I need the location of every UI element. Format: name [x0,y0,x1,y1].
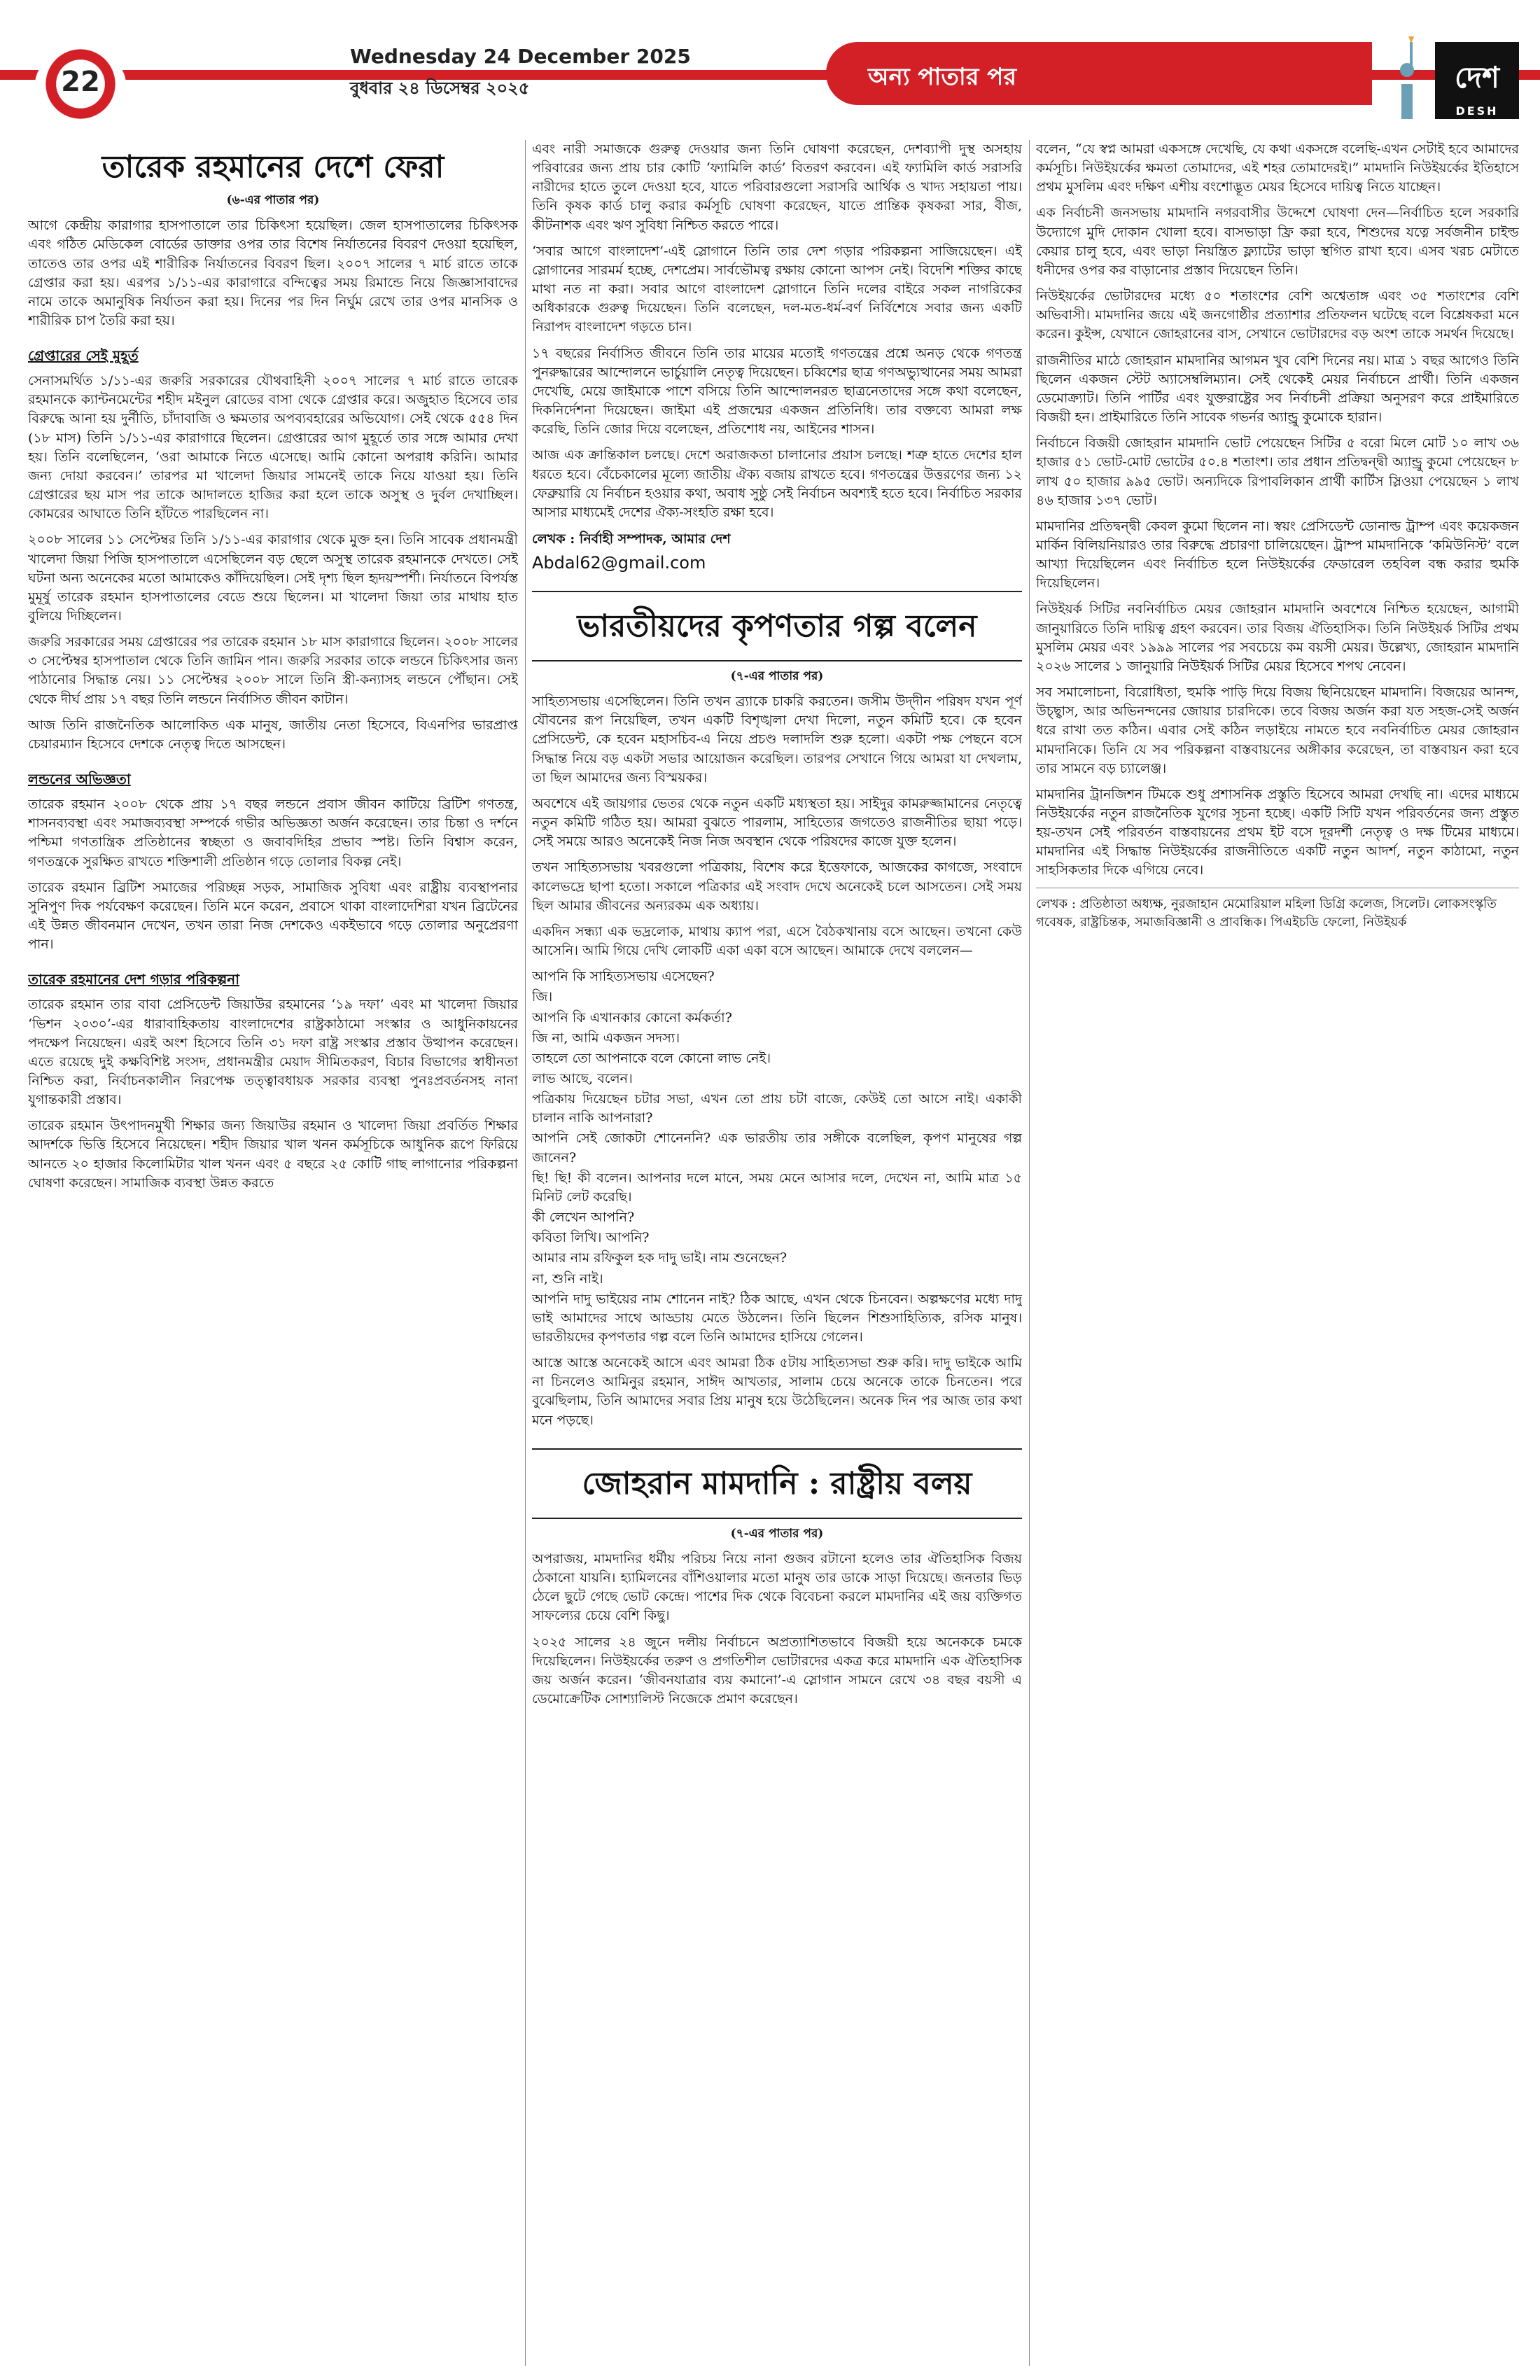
paragraph: এক নির্বাচনী জনসভায় মামদানি নগরবাসীর উদ্দেশে ঘোষণা দেন—নির্বাচিত হলে সরকারি উদ্যোগে মুদি দোকান খোলা হবে। বাসভাড়া ফ্রি করা হবে, শিশুদের যত্নে সর্বজনীন চাইল্ড কেয়ার চালু হবে, এবং ভাড়া নিয়ন্ত্রিত ফ্ল্যাটের ভাড়া স্থগিত রাখা হবে। এসব খরচ মেটাতে ধনীদের ওপর কর বাড়ানোর প্রস্তাব দিয়েছেন তিনি। [1036,205,1519,278]
dialogue-line: পত্রিকায় দিয়েছেন চটার সভা, এখন তো প্রায় চটা বাজে, কেউই তো আসে নাই। একাকী চালান নাকি আপনারা? [532,1091,1022,1126]
newspaper-logo[interactable] [1435,42,1519,119]
column-divider [1029,140,1030,2366]
page-number-badge [35,49,126,119]
paragraph: সাহিত্যসভায় এসেছিলেন। তিনি তখন ব্র্যাকে চাকরি করতেন। জসীম উদ্‌দীন পরিষদ যখন পূর্ণ যৌবনের রূপ নিয়েছিল, তখন একটি বিশৃঙ্খলা দেখা দিলো, নতুন কমিটি হবে। কে হবেন প্রেসিডেন্ট, কে হবেন মহাসচিব-এ নিয়ে প্রচণ্ড দলাদলি শুরু হলো। একটা পক্ষ পেছনে বসে সিদ্ধান্ত নিয়ে বড় একটা সভার আয়োজন করেছিল। তারপর সেখানে গিয়ে আমরা যা দেখলাম, তা ছিল আমাদের জন্য বিস্ময়কর। [532,694,1022,785]
subheading: গ্রেপ্তারের সেই মুহূর্ত [28,347,139,365]
page-header [0,0,1540,133]
paragraph: সব সমালোচনা, বিরোধিতা, হুমকি পাড়ি দিয়ে বিজয় ছিনিয়েছেন মামদানি। বিজয়ের আনন্দ, উচ্ছ্বাস, আর অভিনন্দনের জোয়ার চারদিকে। তবে বিজয় অর্জন করা যত সহজ-সেই অর্জন ধরে রাখা তত কঠিন। এবার সেই কঠিন লড়াইয়ে নামতে হবে নবনির্বাচিত মেয়র জোহরান মামদানিকে। তিনি যে সব পরিকল্পনা বাস্তবায়নের অঙ্গীকার করেছেন, তা বাস্তবায়ন করা হবে তার সামনে বড় চ্যালেঞ্জ। [1036,685,1519,776]
dialogue-line: কী লেখেন আপনি? [532,1210,635,1226]
article-headline[interactable]: ভারতীয়দের কৃপণতার গল্প বলেন [532,591,1022,662]
column-2 [532,140,1022,2366]
logo-sub-text: DESH [1455,104,1499,118]
continued-from: (৬-এর পাতার পর) [226,193,320,208]
dialogue-line: আপনি কি সাহিত্যসভায় এসেছেন? [532,969,715,985]
paragraph: আজ তিনি রাজনৈতিক আলোকিত এক মানুষ, জাতীয় নেতা হিসেবে, বিএনপির ভারপ্রাপ্ত চেয়ারম্যান হিসেবে দেশকে নেতৃত্ব দিতে আসছেন। [28,717,518,752]
dialogue-list [532,967,1022,1289]
date-bangla: বুধবার ২৪ ডিসেম্বর ২০২৫ [350,78,530,98]
paragraph: এবং নারী সমাজকে গুরুত্ব দেওয়ার জন্য তিনি ঘোষণা করেছেন, দেশব্যাপী দুস্থ অসহায় পরিবারের জন্য প্রায় চার কোটি ‘ফ্যামিলি কার্ড’ বিতরণ করবেন। এই ফ্যামিলি কার্ড সরাসরি নারীদের হাতে তুলে দেওয়া হবে, যাতে পরিবারগুলো সরাসরি আর্থিক ও খাদ্য সহায়তা পায়। তিনি কৃষক কার্ড চালু করার কর্মসূচি ঘোষণা করেছেন, যাতে প্রান্তিক কৃষকরা সার, বীজ, কীটনাশক এবং ঋণ সুবিধা নিশ্চিত করতে পারে। [532,141,1022,233]
continued-from: (৭-এর পাতার পর) [730,1526,824,1541]
paragraph: তারেক রহমান তার বাবা প্রেসিডেন্ট জিয়াউর রহমানের ‘১৯ দফা’ এবং মা খালেদা জিয়ার ‘ভিশন ২০৩০’-এর ধারাবাহিকতায় বাংলাদেশের রাষ্ট্রকাঠামো সংস্কার ও আধুনিকায়নের পদক্ষেপ নিয়েছেন। এরই অংশ হিসেবে তিনি ৩১ দফা রাষ্ট্র সংস্কার প্রস্তাব উত্থাপন করেছেন। এতে রয়েছে দুই কক্ষবিশিষ্ট সংসদ, প্রধানমন্ত্রীর মেয়াদ সীমিতকরণ, বিচার বিভাগের স্বাধীনতা নিশ্চিত করা, নির্বাচনকালীন নিরপেক্ষ তত্ত্বাবধায়ক সরকার ব্যবস্থা পুনঃপ্রবর্তনসহ নানা যুগান্তকারী প্রস্তাব। [28,997,518,1108]
paragraph: মামদানির প্রতিদ্বন্দ্বী কেবল কুমো ছিলেন না। স্বয়ং প্রেসিডেন্ট ডোনাল্ড ট্রাম্প এবং কয়েকজন মার্কিন বিলিয়নিয়ারও তার বিরুদ্ধে প্রচারণা চালিয়েছেন। ট্রাম্প মামদানিকে ‘কমিউনিস্ট’ বলে আখ্যা দিয়েছিলেন এবং নির্বাচিত হলে নিউইয়র্কের ফেডারেল তহবিল বন্ধ করার হুমকি দিয়েছিলেন। [1036,518,1519,592]
paragraph: বলেন, “যে স্বপ্ন আমরা একসঙ্গে দেখেছি, যে কথা একসঙ্গে বলেছি-এখন সেটাই হবে আমাদের কর্মসূচি। নিউইয়র্কের ক্ষমতা তোমাদের, এই শহর তোমাদেরই।” মামদানি নিউইয়র্কের ইতিহাসে প্রথম মুসলিম এবং দক্ষিণ এশীয় বংশোদ্ভূত মেয়র হিসেবে দায়িত্ব নিতে যাচ্ছেন। [1036,141,1519,195]
paragraph: ২০২৫ সালের ২৪ জুনে দলীয় নির্বাচনে অপ্রত্যাশিতভাবে বিজয়ী হয়ে অনেককে চমকে দিয়েছিলেন। নিউইয়র্কের তরুণ ও প্রগতিশীল ভোটারদের একত্র করে মামদানি এক ঐতিহাসিক জয় অর্জন করেন। ‘জীবনযাত্রার ব্যয় কমানো’-এ স্লোগান সামনে রেখে ৩৪ বছর বয়সী এ ডেমোক্রেটিক সোশ্যালিস্ট নিজেকে প্রমাণ করেছেন। [532,1634,1022,1707]
paragraph: জরুরি সরকারের সময় গ্রেপ্তারের পর তারেক রহমান ১৮ মাস কারাগারে ছিলেন। ২০০৮ সালের ৩ সেপ্টেম্বর হাসপাতাল থেকে তিনি জামিন পান। জরুরি সরকার তাকে লন্ডনে চিকিৎসার জন্য পাঠানোর সিদ্ধান্ত নেয়। ১১ সেপ্টেম্বর ২০০৮ সালে তিনি স্ত্রী-কন্যাসহ লন্ডনে পৌঁছান। সেই থেকে দীর্ঘ প্রায় ১৭ বছর তিনি লন্ডনে নির্বাসিত জীবন কাটান। [28,634,518,707]
paragraph: ২০০৮ সালের ১১ সেপ্টেম্বর তিনি ১/১১-এর কারাগার থেকে মুক্ত হন। তিনি সাবেক প্রধানমন্ত্রী খালেদা জিয়া পিজি হাসপাতালে এসেছিলেন বড় ছেলে অসুস্থ তারেক রহমানকে দেখতে। সেই ঘটনা অন্য অনেকের মতো আমাকেও কাঁদিয়েছিল। সেই দৃশ্য ছিল হৃদয়স্পর্শী। নির্যাতনে বিপর্যস্ত মুমূর্ষু তারেক রহমান হাসপাতালের বেডে শুয়ে ছিলেন। মা খালেদা জিয়া তার মাথায় হাত বুলিয়ে দিচ্ছিলেন। [28,532,518,624]
paragraph: নিউইয়র্ক সিটির নবনির্বাচিত মেয়র জোহরান মামদানি অবশেষে নিশ্চিত হয়েছেন, আগামী জানুয়ারিতে তিনি দায়িত্ব গ্রহণ করবেন। তার বিজয় ঐতিহাসিক। তিনি নিউইয়র্ক সিটির প্রথম মুসলিম মেয়র এবং ১৯৯৯ সালের পর সবচেয়ে কম বয়সী মেয়র। উল্লেখ্য, জোহরান মামদানি ২০২৬ সালের ১ জানুয়ারি নিউইয়র্ক সিটির মেয়র হিসেবে শপথ নেবেন। [1036,601,1519,674]
dialogue-line: আপনি কি এখানকার কোনো কর্মকর্তা? [532,1009,732,1026]
paragraph: আগে কেন্দ্রীয় কারাগার হাসপাতালে তার চিকিৎসা হয়েছিল। জেল হাসপাতালের চিকিৎসক এবং গঠিত মেডিকেল বোর্ডের ডাক্তার ওপর তার বিশেষ নির্যাতনের বিবরণ দেওয়া হয়েছিল, তাতেও তার ওপর এই শারীরিক নির্যাতনের বিবরণ ছিল। ২০০৭ সালের ৭ মার্চ রাতে তাকে গ্রেপ্তার করা হয়। এরপর ১/১১-এর কারাগারে বন্দিত্বের সময় রিমান্ডে নিয়ে জিজ্ঞাসাবাদের নামে তাকে অমানুষিক নির্যাতন করা হয়। দিনের পর দিন নির্ঘুম রেখে তার ওপর মানসিক ও শারীরিক চাপ তৈরি করা হয়। [28,218,518,328]
paragraph: আপনি দাদু ভাইয়ের নাম শোনেন নাই? ঠিক আছে, এখন থেকে চিনবেন। অল্পক্ষণের মধ্যে দাদু ভাই আমাদের সাথে আড্ডায় মেতে উঠলেন। তিনি ছিলেন শিশুসাহিত্যিক, রসিক মানুষ। ভারতীয়দের কৃপণতার গল্প বলে তিনি আমাদের হাসিয়ে গেলেন। [532,1291,1022,1345]
paragraph: অপরাজয়, মামদানির ধর্মীয় পরিচয় নিয়ে নানা গুজব রটানো হলেও তার ঐতিহাসিক বিজয় ঠেকানো যায়নি। হ্যামিলনের বাঁশিওয়ালার মতো মানুষ তার ডাকে সাড়া দিয়েছে। জনতার ভিড় ঠেলে ছুটে গেছে ভোট কেন্দ্রে। পাশের দিক থেকে বিবেচনা করলে মামদানির এই জয় ব্যক্তিগত সাফল্যের চেয়ে বেশি কিছু। [532,1550,1022,1624]
paragraph: রাজনীতির মাঠে জোহরান মামদানির আগমন খুব বেশি দিনের নয়। মাত্র ১ বছর আগেও তিনি ছিলেন একজন স্টেট অ্যাসেম্বলিম্যান। সেই থেকেই মেয়র নির্বাচনে প্রার্থী। তিনি একজন ডেমোক্র্যাট। তিনি পার্টির এবং যুক্তরাষ্ট্রের সব নির্বাচনী প্রক্রিয়া অনুসরণ করে প্রাইমারিতে বিজয়ী হন। প্রাইমারিতে তিনি সাবেক গভর্নর অ্যান্ড্রু কুমোকে হারান। [1036,352,1519,426]
section-title: অন্য পাতার পর [868,63,1017,91]
page-number: 22 [61,66,100,98]
paragraph: তারেক রহমান উৎপাদনমুখী শিক্ষার জন্য জিয়াউর রহমান ও খালেদা জিয়া প্রবর্তিত শিক্ষার আদর্শকে ভিত্তি হিসেবে নিয়েছেন। শহীদ জিয়ার খাল খনন কর্মসূচিকে আধুনিক রূপে ফিরিয়ে আনতে ২০ হাজার কিলোমিটার খাল খনন এবং ৫ বছরে ২৫ কোটি গাছ লাগানোর পরিকল্পনা ঘোষণা করেছেন। সামাজিক ব্যবস্থা উন্নত করতে [28,1118,518,1191]
paragraph: একদিন সন্ধ্যা এক ভদ্রলোক, মাথায় ক্যাপ পরা, এসে বৈঠকখানায় বসে আছেন। তখনো কেউ আসেনি। আমি গিয়ে দেখি লোকটি একা একা বসে আছেন। আমাকে দেখে বললেন— [532,923,1022,959]
continued-from: (৭-এর পাতার পর) [730,669,824,684]
article-headline[interactable]: জোহরান মামদানি : রাষ্ট্রীয় বলয় [532,1448,1022,1519]
paragraph: তারেক রহমান ২০০৮ থেকে প্রায় ১৭ বছর লন্ডনে প্রবাস জীবন কাটিয়ে ব্রিটিশ গণতন্ত্র, শাসনব্যবস্থা এবং সমাজব্যবস্থা সম্পর্কে গভীর অভিজ্ঞতা অর্জন করেছেন। তার চিন্তা ও দর্শনে পশ্চিমা গণতান্ত্রিক প্রতিষ্ঠানের স্বচ্ছতা ও জবাবদিহির প্রভাব স্পষ্ট। তিনি বিশ্বাস করেন, গণতন্ত্রকে সুরক্ষিত রাখতে শক্তিশালী প্রতিষ্ঠান গড়ে তোলার বিকল্প নেই। [28,797,518,869]
paragraph: সেনাসমর্থিত ১/১১-এর জরুরি সরকারের যৌথবাহিনী ২০০৭ সালের ৭ মার্চ রাতে তারেক রহমানকে ক্যান্টনমেন্টের শহীদ মইনুল রোডের বাসা থেকে গ্রেপ্তার করে। অজুহাত হিসেবে তার বিরুদ্ধে আনা হয় দুর্নীতি, চাঁদাবাজি ও ক্ষমতার অপব্যবহারের অভিযোগ। সেই থেকে ৫৫৪ দিন (১৮ মাস) তিনি ১/১১-এর কারাগারে ছিলেন। গ্রেপ্তারের আগ মুহূর্তে তার সঙ্গে আমার দেখা হয়। তিনি বলেছিলেন, ‘ওরা আমাকে নিতে এসেছে। আমি কোনো অপরাধ করিনি। আমার জন্য দোয়া করবেন।’ তারপর মা খালেদা জিয়ার সামনেই তাকে নিয়ে যাওয়া হয়। তিনি গ্রেপ্তারের ছয় মাস পর তাকে আদালতে হাজির করা হলে তাকে অসুস্থ ও দুর্বল দেখাচ্ছিল। কোমরের আঘাতে তিনি হাঁটতে পারছিলেন না। [28,373,518,522]
paragraph: আজ এক ক্রান্তিকাল চলছে। দেশে অরাজকতা চালানোর প্রয়াস চলছে। শত্রু হাতে দেশের হাল ধরতে হবে। বেঁচেকালের মূল্যে জাতীয় ঐক্য বজায় রাখতে হবে। গণতন্ত্রের উত্তরণের জন্য ১২ ফেব্রুয়ারি যে নির্বাচন হওয়ার কথা, অবাধ সুষ্ঠু সেই নির্বাচন অবশ্যই হতে হবে। নির্বাচিত সরকার আসার মাধ্যমেই দেশের ঐক্য-সংহতি রক্ষা হবে। [532,447,1022,520]
dialogue-line: জি না, আমি একজন সদস্য। [532,1030,680,1046]
column-1 [28,140,518,2366]
paragraph: ১৭ বছরের নির্বাসিত জীবনে তিনি তার মায়ের মতোই গণতন্ত্রের প্রশ্নে অনড় থেকে গণতন্ত্র পুনরুদ্ধারের আন্দোলনে ভার্চুয়ালি নেতৃত্ব দিয়েছেন। চব্বিশের ছাত্র গণঅভ্যুত্থানের সময় আমরা দেখেছি, মেয়ে জাইমাকে পাশে বসিয়ে তিনি আন্দোলনরত ছাত্রনেতাদের সঙ্গে কথা বলেছেন, দিকনির্দেশনা দিয়েছেন। জাইমা এই প্রজন্মের একজন প্রতিনিধি। তার বক্তব্যে আমরা লক্ষ করেছি, তিনি জোর দিয়ে বলেছেন, প্রতিশোধ নয়, আইনের শাসন। [532,345,1022,438]
author-byline: লেখক : নির্বাহী সম্পাদক, আমার দেশ [532,531,731,547]
paragraph: অবশেষে এই জায়গার ভেতর থেকে নতুন একটি মধ্যস্থতা হয়। সাইদুর কামরুজ্জামানের নেতৃত্বে নতুন কমিটি গঠিত হয়। আমরা বুঝতে পারলাম, সাহিত্যের জগতেও রাজনীতির ছায়া পড়ে। সেই সময়ে আরও অনেকেই নিজ নিজ অবস্থান থেকে পরিষদের কাজে যুক্ত হলেন। [532,795,1022,850]
dialogue-line: আপনি সেই জোকটা শোনেননি? এক ভারতীয় তার সঙ্গীকে বলেছিল, কৃপণ মানুষের গল্প জানেন? [532,1130,1022,1166]
date-english: Wednesday 24 December 2025 [350,45,691,68]
subheading: লন্ডনের অভিজ্ঞতা [28,771,131,788]
paragraph: নির্বাচনে বিজয়ী জোহরান মামদানি ভোট পেয়েছেন সিটির ৫ বরো মিলে মোট ১০ লাখ ৩৬ হাজার ৫১ ভোট-মোট ভোটের ৫০.৪ শতাংশ। তার প্রধান প্রতিদ্বন্দ্বী অ্যান্ড্রু কুমো পেয়েছেন ৮ লাখ ৫০ হাজার ৯৯৫ ভোট। অন্যদিকে রিপাবলিকান প্রার্থী কার্টিস স্লিওয়া পেয়েছেন ১ লাখ ৪৬ হাজার ১৩৭ ভোট। [1036,435,1519,508]
dialogue-line: না, শুনি নাই। [532,1270,603,1287]
paragraph: নিউইয়র্কের ভোটারদের মধ্যে ৫০ শতাংশের বেশি অশ্বেতাঙ্গ এবং ৩৫ শতাংশের বেশি অভিবাসী। মামদানির জয়ে এই জনগোষ্ঠীর প্রত্যাশার প্রতিফলন ঘটেছে বলে বিশ্লেষকরা মনে করেন। কুইন্স, যেখানে জোহরানের বাস, সেখানে ভোটারদের বড় অংশ তাকে সমর্থন দিয়েছে। [1036,288,1519,342]
paragraph: আস্তে আস্তে অনেকেই আসে এবং আমরা ঠিক ৫টায় সাহিত্যসভা শুরু করি। দাদু ভাইকে আমি না চিনলেও আমিনুর রহমান, সাঈদ আখতার, সালাম চেয়ে অনেকে তাকে চিনতেন। পরে বুঝেছিলাম, তিনি আমাদের সবার প্রিয় মানুষ হয়ে উঠেছিলেন। অনেক দিন পর আজ তার কথা মনে পড়ছে। [532,1355,1022,1428]
paragraph: মামদানির ট্রানজিশন টিমকে শুধু প্রশাসনিক প্রস্তুতি হিসেবে আমরা দেখছি না। এদের মাধ্যমে নিউইয়র্কের নতুন রাজনৈতিক যুগের সূচনা হচ্ছে। একটি সিটি যখন পরিবর্তনের জন্য প্রস্তুত হয়-তখন সেই পরিবর্তন বাস্তবায়নের প্রথম ইট বসে দূরদর্শী নেতৃত্ব ও দক্ষ টিমের মাধ্যমে। মামদানির এই সিদ্ধান্ত নিউইয়র্কের রাজনীতিতে একটি নতুন আদর্শ, নতুন কাঠামো, নতুন সাহসিকতার দিকে এগিয়ে নেবে। [1036,786,1519,878]
paragraph: তখন সাহিত্যসভায় খবরগুলো পত্রিকায়, বিশেষ করে ইত্তেফাকে, আজকের কাগজে, সংবাদে কালেভদ্রে ছাপা হতো। সকালে পত্রিকার এই সংবাদ দেখে অনেকেই চলে আসতেন। সেই সময় ছিল আমার জীবনের অন্যরকম এক অধ্যায়। [532,860,1022,913]
paragraph: তারেক রহমান ব্রিটিশ সমাজের পরিচ্ছন্ন সড়ক, সামাজিক সুবিধা এবং রাষ্ট্রীয় ব্যবস্থাপনার সুনিপুণ দিক পর্যবেক্ষণ করেছেন। তিনি মনে করেন, প্রবাসে থাকা বাংলাদেশিরা যখন ব্রিটেনের এই উন্নত জীবনমান দেখেন, তখন তারা নিজ দেশকেও একইভাবে গড়ে তোলার অনুপ্রেরণা পান। [28,879,518,953]
dialogue-line: ছি! ছি! কী বলেন। আপনার দলে মানে, সময় মেনে আসার দলে, দেখেন না, আমি মাত্র ১৫ মিনিট লেট করেছি। [532,1170,1022,1205]
column-divider [525,140,526,2366]
logo-main-text: দেশ [1455,60,1499,94]
paragraph: ‘সবার আগে বাংলাদেশ’-এই স্লোগানে তিনি তার দেশ গড়ার পরিকল্পনা সাজিয়েছেন। এই স্লোগানের সারমর্ম হচ্ছে, দেশপ্রেম। সার্বভৌমত্ব রক্ষায় কোনো আপস নেই। বিদেশি শক্তির কাছে মাথা নত না করা। সবার আগে বাংলাদেশ স্লোগানে তিনি দলের বাইরে সকল নাগরিকের অধিকারকে গুরুত্ব দিয়েছেন। তিনি বলেছেন, দল-মত-ধর্ম-বর্ণ নির্বিশেষে সবার জন্য একটি নিরাপদ বাংলাদেশ গড়তে চান। [532,243,1022,335]
author-email[interactable]: Abdal62@gmail.com [532,552,706,573]
dialogue-line: লাভ আছে, বলেন। [532,1070,633,1086]
column-3 [1036,140,1519,2366]
statue-of-liberty-icon [1386,35,1428,119]
dialogue-line: তাহলে তো আপনাকে বলে কোনো লাভ নেই। [532,1050,771,1066]
subheading: তারেক রহমানের দেশ গড়ার পরিকল্পনা [28,971,240,988]
article-headline[interactable]: তারেক রহমানের দেশে ফেরা [102,149,444,185]
dialogue-line: জি। [532,989,553,1005]
dialogue-line: কবিতা লিখি। আপনি? [532,1230,650,1246]
author-note: লেখক : প্রতিষ্ঠাতা অধ্যক্ষ, নুরজাহান মেমোরিয়াল মহিলা ডিগ্রি কলেজ, সিলেট। লোকসংস্কৃতি গবেষক, রাষ্ট্রচিন্তক, সমাজবিজ্ঞানী ও প্রাবন্ধিক। পিএইচডি ফেলো, নিউইয়র্ক [1036,888,1519,932]
dialogue-line: আমার নাম রফিকুল হক দাদু ভাই। নাম শুনেছেন? [532,1250,788,1266]
